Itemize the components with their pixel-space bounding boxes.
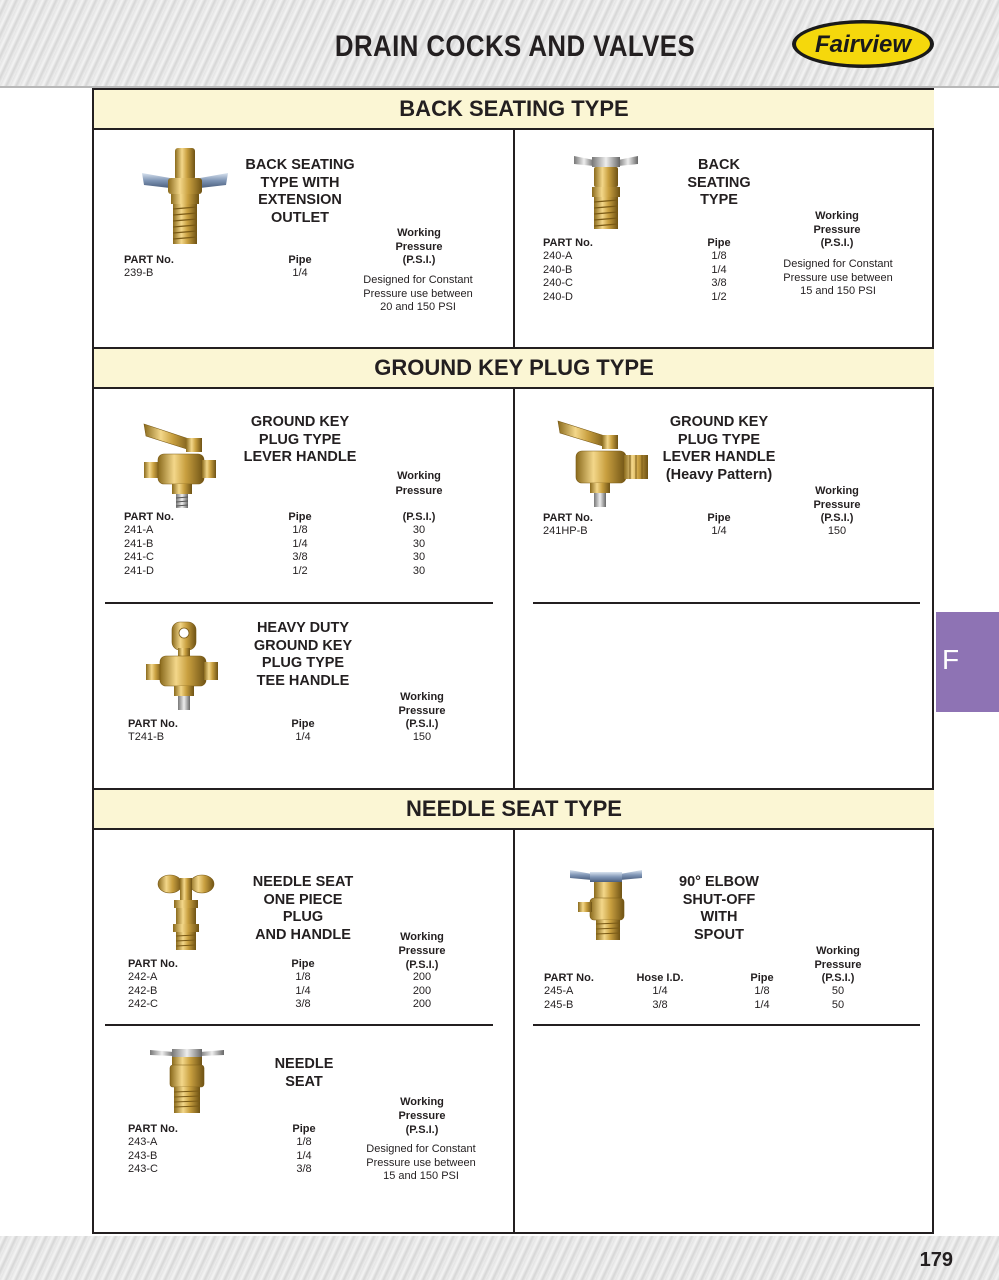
part-no-header: PART No. [124,254,174,266]
pipe-header: Pipe [707,237,731,249]
pipe-size-list: 1/8 1/4 3/8 1/2 [292,524,308,577]
product-name: 90° ELBOW SHUT-OFF WITH SPOUT [679,874,759,943]
pressure-header: Working Pressure (P.S.I.) [398,1096,446,1136]
psi-list: 200 200 200 [412,971,432,1011]
part-no-header: PART No. [544,972,594,984]
product-name: BACK SEATING TYPE [687,157,751,208]
pressure-header: Working Pressure [395,470,443,497]
section-header-needle-seat: NEEDLE SEAT TYPE [94,788,934,830]
pressure-note: Designed for Constant Pressure use between 15 and 150 PSI [366,1143,476,1183]
psi-header: (P.S.I.) [402,511,436,523]
part-no-header: PART No. [124,511,174,523]
pressure-header: Working Pressure (P.S.I.) [398,931,446,971]
part-number-list: 241-A 241-B 241-C 241-D [124,524,154,577]
column-divider [513,389,515,788]
pressure-header: Working Pressure (P.S.I.) [813,210,861,249]
pipe-header: Pipe [291,718,315,730]
part-number: 239-B [124,267,154,279]
pipe-header: Pipe [292,1123,316,1135]
heavy-lever-handle-plug-icon [556,417,652,509]
product-name: NEEDLE SEAT [274,1056,334,1090]
hose-id-header: Hose I.D. [636,972,684,984]
section-header-back-seating: BACK SEATING TYPE [94,88,934,130]
section-header-ground-key: GROUND KEY PLUG TYPE [94,347,934,389]
row-divider [533,602,920,604]
part-number-list: 243-A 243-B 243-C [128,1136,158,1176]
row-divider [105,602,493,604]
part-no-header: PART No. [128,958,178,970]
section-tab[interactable] [936,612,999,712]
row-divider [105,1024,493,1026]
pipe-size-list: 1/8 1/4 3/8 [295,971,311,1011]
needle-seat-plug-icon [156,872,216,952]
section-tab-letter: F [942,644,960,675]
part-no-header: PART No. [128,1123,178,1135]
part-no-header: PART No. [128,718,178,730]
page-title: DRAIN COCKS AND VALVES [334,30,696,63]
pipe-size: 1/4 [295,731,311,743]
product-name: NEEDLE SEAT ONE PIECE PLUG AND HANDLE [252,874,354,943]
pipe-header: Pipe [288,511,312,523]
part-no-header: PART No. [543,237,593,249]
psi-value: 150 [412,731,432,743]
pressure-header: Working Pressure (P.S.I.) [395,227,443,266]
page-number: 179 [919,1249,953,1271]
psi-value: 150 [827,525,847,537]
pressure-note: Designed for Constant Pressure use between 20 and 150 PSI [363,274,473,314]
column-divider [513,830,515,1234]
row-divider [533,1024,920,1026]
psi-list: 50 50 [831,985,845,1011]
hose-id-list: 1/4 3/8 [652,985,668,1011]
product-name: BACK SEATING TYPE WITH EXTENSION OUTLET [245,157,355,226]
product-name: GROUND KEY PLUG TYPE LEVER HANDLE (Heavy Pattern) [662,414,776,483]
part-number-list: 242-A 242-B 242-C [128,971,158,1011]
pressure-header: Working Pressure (P.S.I.) [398,691,446,730]
pressure-note: Designed for Constant Pressure use between 15 and 150 PSI [783,258,893,298]
tee-handle-plug-icon [142,620,226,712]
part-no-header: PART No. [543,512,593,524]
pressure-header: Working Pressure (P.S.I.) [814,945,862,984]
pipe-size-list: 1/8 1/4 [754,985,770,1011]
needle-seat-icon [148,1046,226,1116]
footer-bar [0,1236,999,1280]
elbow-shutoff-icon [568,868,644,944]
pressure-header: Working Pressure (P.S.I.) [813,485,861,524]
psi-list: 30 30 30 30 [412,524,426,577]
fairview-logo [790,18,936,70]
lever-handle-plug-icon [140,418,226,510]
part-number: 241HP-B [543,525,588,537]
pipe-header: Pipe [750,972,774,984]
pipe-header: Pipe [707,512,731,524]
product-name: GROUND KEY PLUG TYPE LEVER HANDLE [243,414,357,465]
product-name: HEAVY DUTY GROUND KEY PLUG TYPE TEE HANDLE [253,620,353,689]
part-number-list: 240-A 240-B 240-C 240-D [543,250,573,303]
column-divider [513,130,515,347]
pipe-header: Pipe [291,958,315,970]
back-seating-cock-icon [572,152,640,232]
pipe-size-list: 1/8 1/4 3/8 [296,1136,312,1176]
logo-text: Fairview [814,31,912,58]
pipe-header: Pipe [288,254,312,266]
part-number-list: 245-A 245-B [544,985,574,1011]
pipe-size: 1/4 [711,525,727,537]
pipe-size-list: 1/8 1/4 3/8 1/2 [711,250,727,303]
part-number: T241-B [128,731,165,743]
pipe-size: 1/4 [292,267,308,279]
wing-handle-drain-cock-icon [140,145,230,250]
